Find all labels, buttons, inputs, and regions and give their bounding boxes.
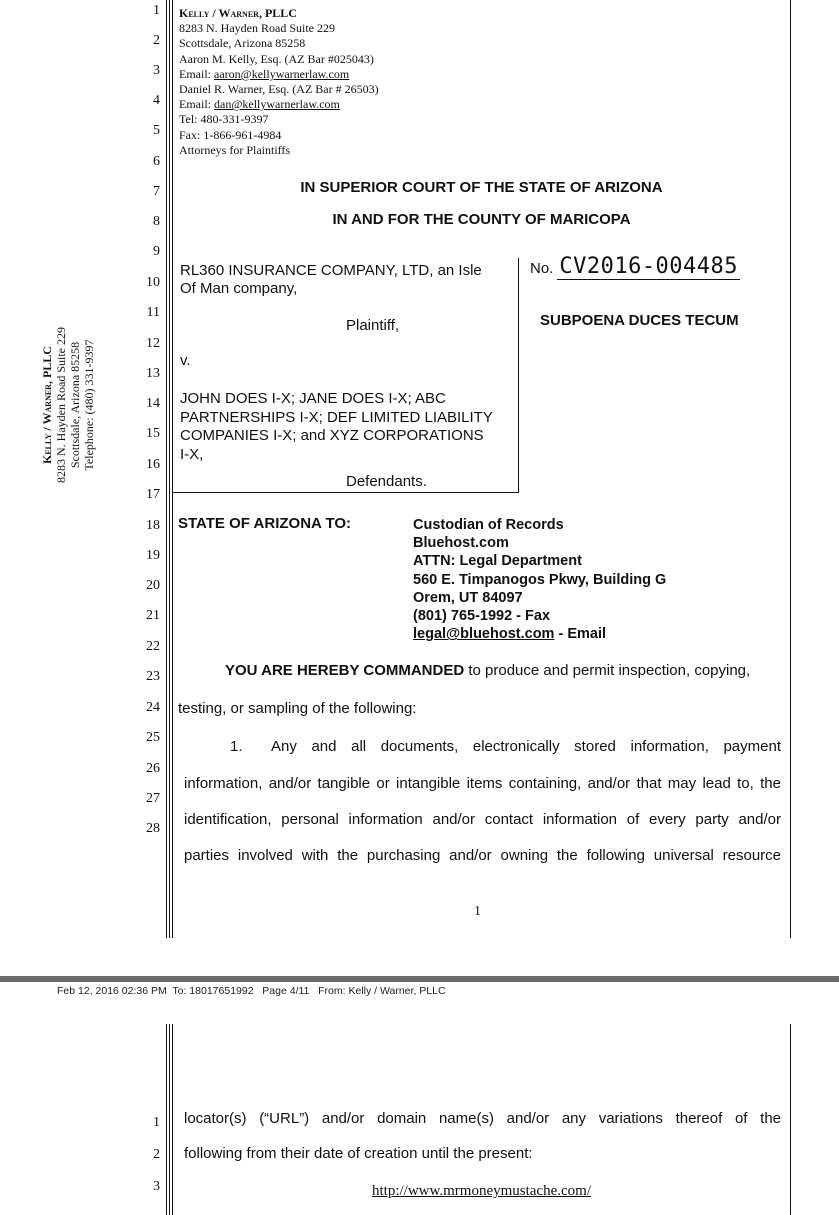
side-firm-city: Scottsdale, Arizona 85258: [68, 341, 82, 469]
line-number: 3: [153, 63, 160, 78]
recipient-line-6: (801) 765-1992 - Fax: [413, 608, 551, 625]
line-number: 3: [153, 1179, 160, 1194]
line-number: 1: [153, 1115, 160, 1130]
email-2-link[interactable]: dan@kellywarnerlaw.com: [214, 97, 340, 112]
line-number: 18: [146, 518, 160, 533]
side-firm-phone: Telephone: (480) 331-9397: [82, 339, 96, 471]
page2-line-2: following from their date of creation until the present:: [184, 1145, 533, 1162]
body-line-27: identification, personal information and/or contact information of every party and/or: [184, 811, 781, 828]
recipient-line-4: 560 E. Timpanogos Pkwy, Building G: [413, 571, 667, 588]
line-number: 13: [146, 366, 160, 381]
line-number: 14: [146, 396, 160, 411]
email-1-link[interactable]: aaron@kellywarnerlaw.com: [214, 66, 350, 81]
page2-line-1: locator(s) (“URL”) and/or domain name(s) and/or any variations thereof of the: [184, 1110, 781, 1127]
plaintiff-name-2: Of Man company,: [180, 280, 298, 297]
line-number: 15: [146, 426, 160, 441]
page-number: 1: [474, 904, 481, 919]
line-number: 12: [146, 336, 160, 351]
command-bold: YOU ARE HEREBY COMMANDED: [225, 662, 465, 679]
line-number: 21: [146, 608, 160, 623]
right-margin-rule: [790, 1024, 791, 1215]
line-number: 8: [153, 214, 160, 229]
defendants-block: [180, 390, 493, 464]
right-margin-rule: [790, 0, 791, 938]
line-number: 17: [146, 487, 160, 502]
recipient-email-link[interactable]: legal@bluehost.com: [413, 626, 555, 643]
firm-address: 8283 N. Hayden Road Suite 229: [179, 21, 335, 36]
body-line-25: Any and all documents, electronically stored information, payment: [271, 738, 781, 755]
left-margin-rule: [166, 0, 167, 938]
versus: v.: [180, 352, 191, 369]
command-rest: to produce and permit inspection, copying,: [464, 662, 751, 679]
item-1-number: 1.: [230, 738, 243, 755]
line-number: 2: [153, 1147, 160, 1162]
line-number: 1: [153, 3, 160, 18]
body-line-26: information, and/or tangible or intangible items containing, and/or that may lead to, the: [184, 775, 781, 792]
defendants-line-1: JOHN DOES I-X; JANE DOES I-X; ABC: [180, 390, 446, 407]
plaintiff-name-1: RL360 INSURANCE COMPANY, LTD, an Isle: [180, 262, 482, 279]
recipient-line-2: Bluehost.com: [413, 535, 509, 552]
body-line-24: testing, or sampling of the following:: [178, 700, 417, 717]
defendants-line-2: PARTNERSHIPS I-X; DEF LIMITED LIABILITY: [180, 408, 493, 426]
court-heading-2: IN AND FOR THE COUNTY OF MARICOPA: [332, 211, 631, 228]
recipient-to-label: STATE OF ARIZONA TO:: [178, 515, 352, 532]
line-number: 19: [146, 548, 160, 563]
line-number: 2: [153, 33, 160, 48]
line-number: 20: [146, 578, 160, 593]
defendants-line-4: I-X,: [180, 445, 204, 463]
line-number: 28: [146, 821, 160, 836]
line-number: 5: [153, 123, 160, 138]
caption-divider: [518, 258, 519, 493]
court-heading-1: IN SUPERIOR COURT OF THE STATE OF ARIZONA: [300, 179, 663, 196]
recipient-line-3: ATTN: Legal Department: [413, 553, 582, 570]
side-firm-address: 8283 N. Hayden Road Suite 229: [54, 327, 68, 483]
defendants-line-3: COMPANIES I-X; and XYZ CORPORATIONS: [180, 427, 484, 444]
caption-bottom-rule: [173, 492, 519, 493]
fax-header: Feb 12, 2016 02:36 PM To: 18017651992 Page 4/11 From: Kelly / Warner, PLLC: [57, 985, 446, 997]
recipient-line-5: Orem, UT 84097: [413, 589, 523, 606]
attorney-1: Aaron M. Kelly, Esq. (AZ Bar #025043): [179, 51, 374, 66]
side-firm-name: Kelly / Warner, PLLC: [40, 346, 54, 464]
caption-parties: [180, 262, 482, 298]
line-number: 26: [146, 761, 160, 776]
line-number: 22: [146, 639, 160, 654]
document-title: SUBPOENA DUCES TECUM: [540, 312, 739, 329]
domain-url-link[interactable]: http://www.mrmoneymustache.com/: [372, 1183, 591, 1199]
recipient-line-1: Custodian of Records: [413, 517, 564, 533]
email-1-line: Email: aaron@kellywarnerlaw.com: [179, 66, 350, 81]
attorney-2: Daniel R. Warner, Esq. (AZ Bar # 26503): [179, 82, 379, 97]
body-line-28: parties involved with the purchasing and/or owning the following universal resource: [184, 847, 781, 864]
page-separator: [0, 976, 839, 982]
case-number-label: No.: [530, 260, 554, 277]
line-number: 11: [146, 305, 160, 320]
left-margin-rule: [169, 1024, 170, 1215]
email-2-line: Email: dan@kellywarnerlaw.com: [179, 97, 340, 112]
line-number: 25: [146, 730, 160, 745]
left-margin-rule: [172, 0, 173, 938]
firm-fax: Fax: 1-866-961-4984: [179, 127, 282, 142]
line-number: 7: [153, 184, 160, 199]
command-line: [225, 662, 750, 679]
left-margin-rule: [166, 1024, 167, 1215]
firm-city: Scottsdale, Arizona 85258: [179, 36, 306, 51]
line-number: 24: [146, 700, 160, 715]
line-number: 6: [153, 154, 160, 169]
firm-header: [179, 6, 379, 158]
firm-name: Kelly / Warner, PLLC: [179, 6, 297, 20]
case-number: [530, 254, 740, 279]
defendants-label: Defendants.: [346, 473, 427, 490]
line-number: 27: [146, 791, 160, 806]
left-margin-rule: [169, 0, 170, 938]
line-number: 23: [146, 669, 160, 684]
firm-tel: Tel: 480-331-9397: [179, 112, 269, 127]
line-number: 9: [153, 244, 160, 259]
plaintiff-label: Plaintiff,: [346, 317, 400, 334]
line-number: 10: [146, 275, 160, 290]
line-number: 16: [146, 457, 160, 472]
case-number-value: CV2016-004485: [559, 254, 739, 279]
attorneys-for: Attorneys for Plaintiffs: [179, 142, 291, 157]
recipient-block: [413, 516, 666, 643]
line-number: 4: [153, 93, 160, 108]
recipient-email-line: legal@bluehost.com - Email: [413, 626, 607, 643]
